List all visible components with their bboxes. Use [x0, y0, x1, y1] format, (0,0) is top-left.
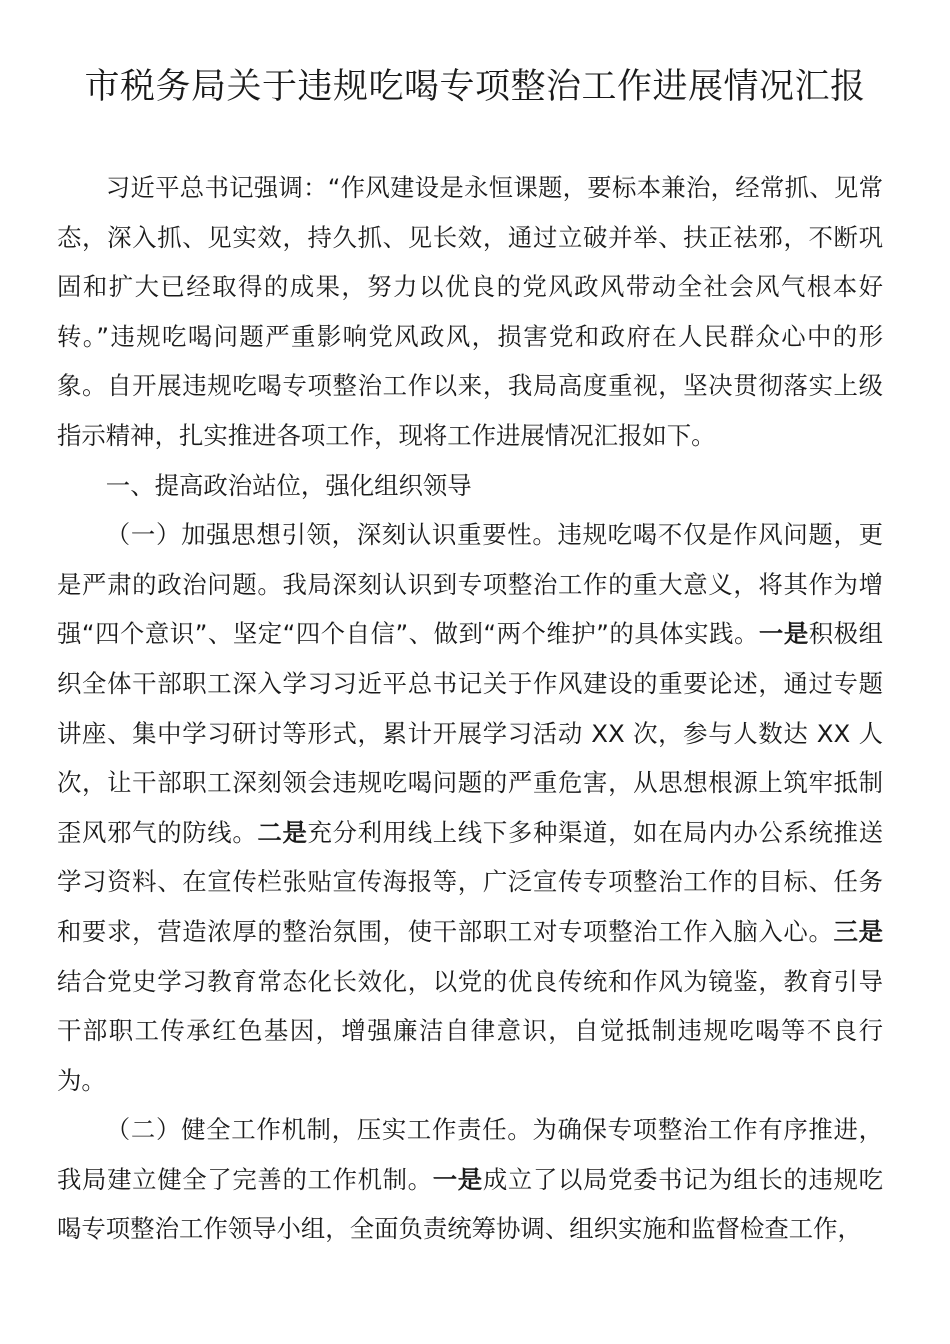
section-1-heading: 一、提高政治站位，强化组织领导	[105, 470, 472, 500]
intro-paragraph: 习近平总书记强调：“作风建设是永恒课题，要标本兼治，经常抓、见常态，深入抓、见实效，持久抓、见长效，通过立破并举、扶正祛邪，不断巩固和扩大已经取得的成果，努力以优良的党风政风带动全社会风气根本好转。”违规吃喝问题严重影响党风政风，损害党和政府在人民群众心中的形象。自开展违规吃喝专项整治工作以来，我局高度重视，坚决贯彻落实上级指示精神，扎实推进各项工作，现将工作进展情况汇报如下。	[57, 173, 883, 450]
sub2-point-1-text: 成立了以局党委书记为组长的违规吃喝专项整治工作领导小组，全面负责统筹协调、组织实施和监督检查工作，	[57, 1164, 883, 1244]
point-2-label: 二是	[257, 817, 308, 847]
subsection-2-lead: （二）健全工作机制，压实工作责任。为确保专项整治工作有序推进，我局建立健全了完善的工作机制。	[57, 1115, 883, 1194]
point-1-text: 积极组织全体干部职工深入学习习近平总书记关于作风建设的重要论述，通过专题讲座、集中学习研讨等形式，累计开展学习活动 XX 次，参与人数达 XX 人次，让干部职工深刻领会违规吃喝问题的严重危害，从思想根源上筑牢抵制歪风邪气的防线。	[57, 619, 883, 847]
subsection-2-paragraph	[57, 1105, 883, 1254]
document-body	[57, 163, 883, 1254]
sub2-point-1-label: 一是	[432, 1164, 483, 1194]
subsection-1-paragraph	[57, 510, 883, 1105]
point-2-text: 充分利用线上线下多种渠道，如在局内办公系统推送学习资料、在宣传栏张贴宣传海报等，广泛宣传专项整治工作的目标、任务和要求，营造浓厚的整治氛围，使干部职工对专项整治工作入脑入心。	[57, 817, 883, 946]
document-title: 市税务局关于违规吃喝专项整治工作进展情况汇报	[84, 67, 866, 107]
point-3-text: 结合党史学习教育常态化长效化，以党的优良传统和作风为镜鉴，教育引导干部职工传承红色基因，增强廉洁自律意识，自觉抵制违规吃喝等不良行为。	[57, 966, 883, 1095]
point-1-label: 一是	[758, 619, 809, 649]
point-3-label: 三是	[833, 916, 883, 946]
subsection-1-lead: （一）加强思想引领，深刻认识重要性。违规吃喝不仅是作风问题，更是严肃的政治问题。我局深刻认识到专项整治工作的重大意义，将其作为增强“四个意识”、坚定“四个自信”、做到“两个维护”的具体实践。	[57, 520, 883, 649]
